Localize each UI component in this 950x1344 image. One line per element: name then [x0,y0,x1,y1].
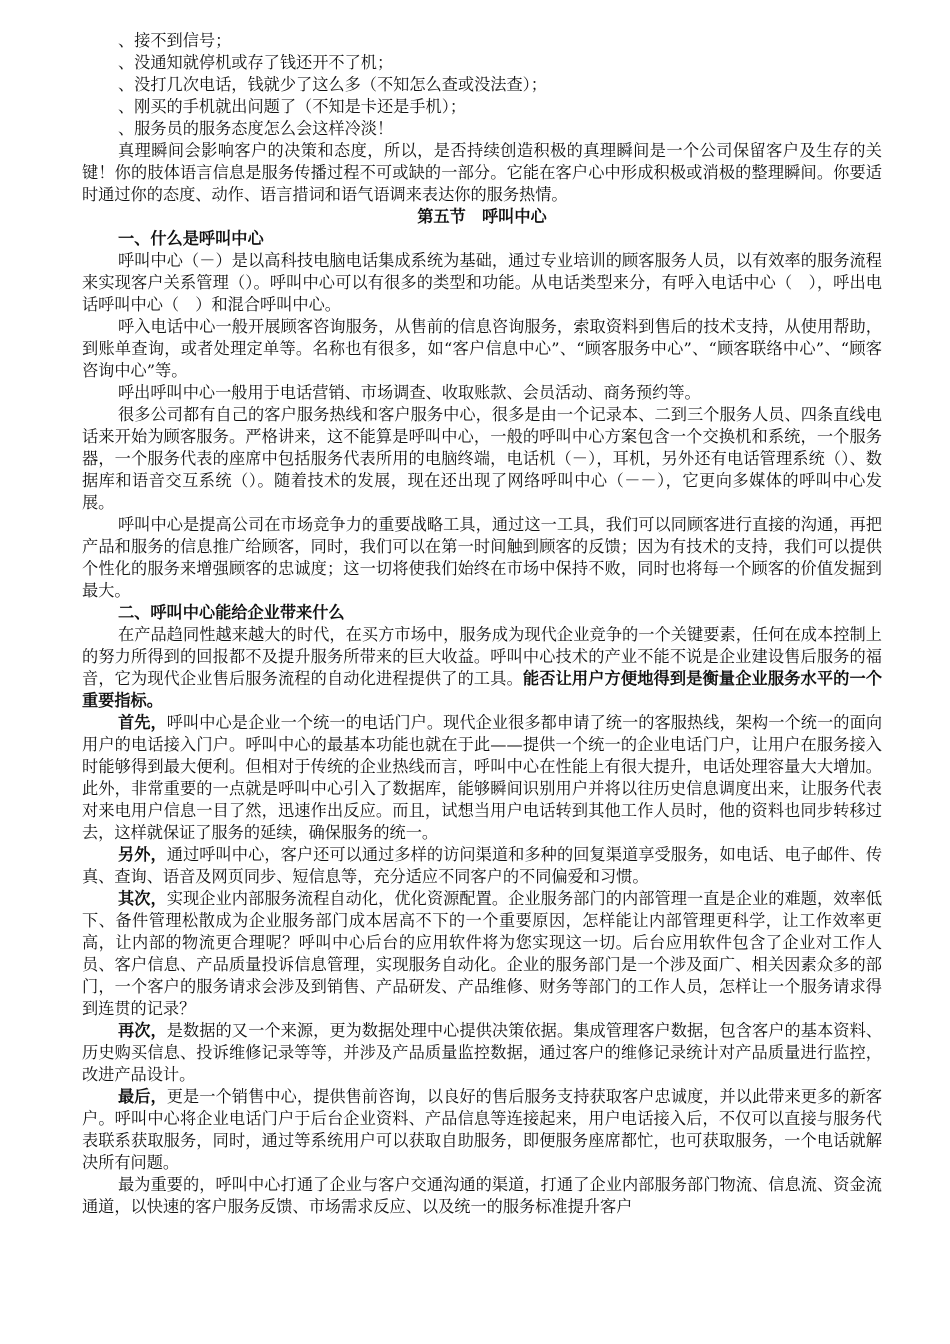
paragraph [82,624,882,712]
paragraph [82,712,882,844]
lead-word: 其次， [118,889,167,908]
paragraph-text: 更是一个销售中心，提供售前咨询，以良好的售后服务支持获取客户忠诚度，并以此带来更多的新客户。呼叫中心将企业电话门户于后台企业资料、产品信息等连接起来，用户电话接入后，不仅可以直接与服务代表联系获取服务，同时，通过等系统用户可以获取自助服务，即便服务座席都忙，也可获取服务，一个电话就解决所有问题。 [82,1087,883,1172]
list-item: 、没通知就停机或存了钱还开不了机； [118,53,394,72]
paragraph: 最为重要的，呼叫中心打通了企业与客户交通沟通的渠道，打通了企业内部服务部门物流、信息流、资金流通道，以快速的客户服务反馈、市场需求反应、以及统一的服务标准提升客户 [82,1175,882,1216]
lead-word: 另外， [118,845,167,864]
paragraph [82,844,882,888]
paragraph: 呼叫中心（－）是以高科技电脑电话集成系统为基础，通过专业培训的顾客服务人员，以有效率的服务流程来实现客户关系管理（）。呼叫中心可以有很多的类型和功能。从电话类型来分，有呼入电话中心（ ），呼出电话呼叫中心（ ）和混合呼叫中心。 [82,251,882,314]
paragraph: 呼入电话中心一般开展顾客咨询服务，从售前的信息咨询服务，索取资料到售后的技术支持，从使用帮助，到账单查询，或者处理定单等。名称也有很多，如“客户信息中心”、“顾客服务中心”、“顾客联络中心”、“顾客咨询中心”等。 [82,317,882,380]
lead-word: 再次， [118,1021,167,1040]
list-item: 、服务员的服务态度怎么会这样冷淡！ [118,119,394,138]
lead-word: 首先， [118,713,167,732]
paragraph-text: 实现企业内部服务流程自动化，优化资源配置。企业服务部门的内部管理一直是企业的难题，效率低下、备件管理松散成为企业服务部门成本居高不下的一个重要原因，怎样能让内部管理更科学，让工作效率更高，让内部的物流更合理呢？呼叫中心后台的应用软件将为您实现这一切。后台应用软件包含了企业对工作人员、客户信息、产品质量投诉信息管理，实现服务自动化。企业的服务部门是一个涉及面广、相关因素众多的部门，一个客户的服务请求会涉及到销售、产品研发、产品维修、财务等部门的工作人员，怎样让一个服务请求得到连贯的记录？ [82,889,883,1018]
paragraph: 很多公司都有自己的客户服务热线和客户服务中心，很多是由一个记录本、二到三个服务人员、四条直线电话来开始为顾客服务。严格讲来，这不能算是呼叫中心，一般的呼叫中心方案包含一个交换机和系统，一个服务器，一个服务代表的座席中包括服务代表所用的电脑终端，电话机（－），耳机，另外还有电话管理系统（）、数据库和语音交互系统（）。随着技术的发展，现在还出现了网络呼叫中心（－－），它更向多媒体的呼叫中心发展。 [82,405,882,512]
emphasis-sentence: 能否让用户方便地得到是衡量企业服务水平的一个重要指标。 [82,669,883,710]
list-item: 、刚买的手机就出问题了（不知是卡还是手机）； [118,97,467,116]
paragraph-text: 在产品趋同性越来越大的时代，在买方市场中，服务成为现代企业竞争的一个关键要素，任何在成本控制上的努力所得到的回报都不及提升服务所带来的巨大收益。呼叫中心技术的产业不能不说是企业建设售后服务的福音，它为现代企业售后服务流程的自动化进程提供了的工具。 [82,625,882,688]
paragraph [82,1020,882,1086]
list-item: 、没打几次电话，钱就少了这么多（不知怎么查或没法查）； [118,75,547,94]
lead-word: 最后， [118,1087,167,1106]
section-title: 第五节 呼叫中心 [417,207,547,226]
paragraph [82,1086,882,1174]
paragraph-text: 是数据的又一个来源，更为数据处理中心提供决策依据。集成管理客户数据，包含客户的基本资料、历史购买信息、投诉维修记录等等，并涉及产品质量监控数据，通过客户的维修记录统计对产品质量进行监控，改进产品设计。 [82,1021,883,1084]
paragraph-text: 呼叫中心是企业一个统一的电话门户。现代企业很多都申请了统一的客服热线，架构一个统一的面向用户的电话接入门户。呼叫中心的最基本功能也就在于此——提供一个统一的企业电话门户，让用户在服务接入时能够得到最大便利。但相对于传统的企业热线而言，呼叫中心在性能上有很大提升，电话处理容量大大增加。此外，非常重要的一点就是呼叫中心引入了数据库，能够瞬间识别用户并将以往历史信息调度出来，让服务代表对来电用户信息一目了然，迅速作出反应。而且，试想当用户电话转到其他工作人员时，他的资料也同步转移过去，这样就保证了服务的延续，确保服务的统一。 [82,713,883,842]
document-page [82,30,882,1218]
paragraph: 呼出呼叫中心一般用于电话营销、市场调查、收取账款、会员活动、商务预约等。 [118,383,701,402]
paragraph [82,888,882,1020]
paragraph: 呼叫中心是提高公司在市场竞争力的重要战略工具，通过这一工具，我们可以同顾客进行直接的沟通，再把产品和服务的信息推广给顾客，同时，我们可以在第一时间触到顾客的反馈；因为有技术的支持，我们可以提供个性化的服务来增强顾客的忠诚度；这一切将使我们始终在市场中保持不败，同时也将每一个顾客的价值发掘到最大。 [82,515,882,600]
intro-paragraph: 真理瞬间会影响客户的决策和态度，所以，是否持续创造积极的真理瞬间是一个公司保留客户及生存的关键！你的肢体语言信息是服务传播过程不可或缺的一部分。它能在客户心中形成积极或消极的整理瞬间。你要适时通过你的态度、动作、语言措词和语气语调来表达你的服务热情。 [82,141,882,204]
paragraph-text: 通过呼叫中心，客户还可以通过多样的访问渠道和多种的回复渠道享受服务，如电话、电子邮件、传真、查询、语音及网页同步、短信息等，充分适应不同客户的不同偏爱和习惯。 [82,845,883,886]
heading-what-is-call-center: 一、什么是呼叫中心 [118,229,264,248]
list-item: 、接不到信号； [118,31,232,50]
heading-benefits: 二、呼叫中心能给企业带来什么 [118,603,345,622]
